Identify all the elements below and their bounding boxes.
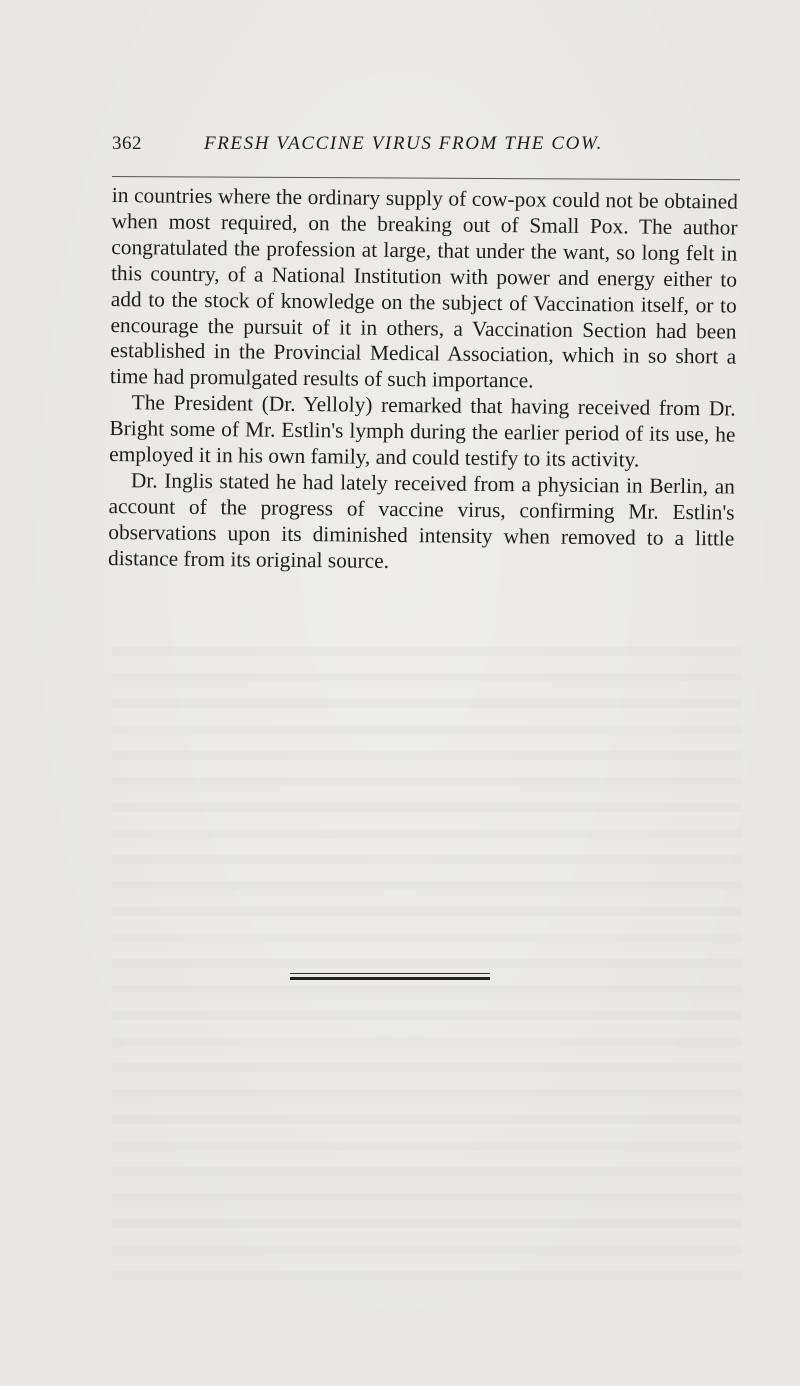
header-rule xyxy=(112,176,740,180)
paragraph-president: The President (Dr. Yelloly) remarked that having received from Dr. Bright some of Mr. Estlin's lymph during the earlier period of its use, he employed it in his own family, and could testify to its activity. xyxy=(109,390,736,472)
end-rule-thick-line xyxy=(290,977,490,980)
paragraph-inglis: Dr. Inglis stated he had lately received from a physician in Berlin, an account of the progress of vaccine virus, confirming Mr. Estlin's observations upon its diminished intensity when removed to a little distance from its original source. xyxy=(107,468,735,573)
page-number: 362 xyxy=(112,133,142,154)
section-end-rule xyxy=(290,973,490,983)
show-through-texture xyxy=(112,640,742,1280)
paragraph-continued: in countries where the ordinary supply of cow-pox could not be obtained when most required, on the breaking out of Small Pox. The author congratulated the profession at large, that under the want, so long felt in this country, of a National Institution with power and energy either to add to the stock of knowledge on the subject of Vaccination itself, or to encourage the pursuit of it in others, a Vaccination Section had been established in the Provincial Medical Association, which in so short a time had promulgated results of such importance. xyxy=(109,183,738,393)
running-title: FRESH VACCINE VIRUS FROM THE COW. xyxy=(204,133,603,154)
body-text xyxy=(108,183,738,578)
end-rule-thin-line xyxy=(290,973,490,974)
page-header xyxy=(112,133,740,163)
